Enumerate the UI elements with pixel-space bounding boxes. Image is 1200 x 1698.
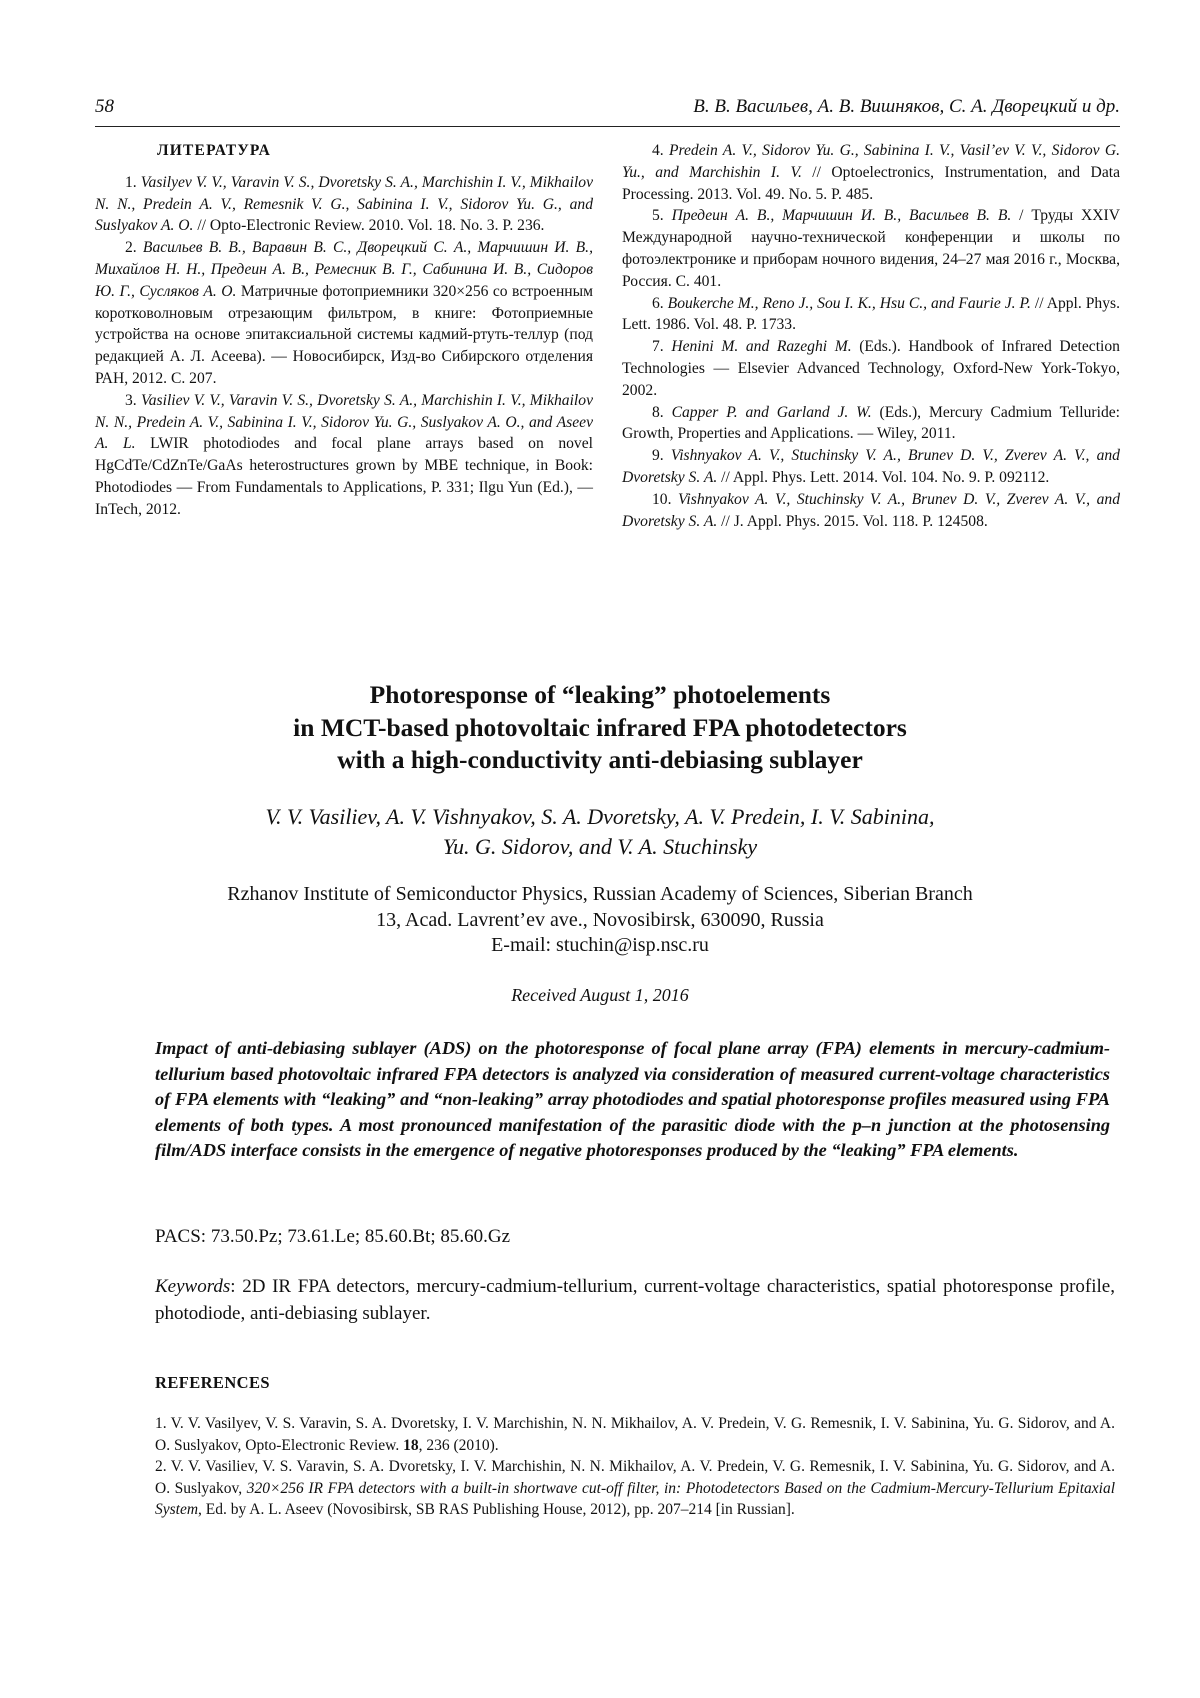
ref-authors: Predein A. V., Sidorov Yu. G., Sabinina I. V., Vasil’ev V. V., Sidorov G. Yu., and Marchishin I. V. bbox=[622, 142, 1120, 181]
ref-source: / Труды XXIV Международной научно-технической конференции и школы по фотоэлектронике и приборам ночного видения, 24–27 мая 2016 г., Москва, Россия. С. 401. bbox=[622, 207, 1120, 290]
ref-number: 9. bbox=[652, 447, 664, 465]
ref-source: // Appl. Phys. Lett. 2014. Vol. 104. No. 9. P. 092112. bbox=[717, 468, 1050, 486]
literature-ref-1 bbox=[95, 172, 593, 237]
keywords-text: : 2D IR FPA detectors, mercury-cadmium-tellurium, current-voltage characteristics, spatial photoresponse profile, photodiode, anti-debiasing sublayer. bbox=[155, 1276, 1115, 1324]
literature-left-column bbox=[95, 140, 593, 521]
page-number: 58 bbox=[95, 96, 114, 117]
ref-authors: Capper P. and Garland J. W. bbox=[671, 403, 872, 421]
ref-source: Матричные фотоприемники 320×256 со встроенным коротковолновым отрезающим фильтром, в книге: Фотоприемные устройства на основе эпитаксиальной системы кадмий-ртуть-теллур (под редакцией А. Л. Асеева). — Новосибирск, Изд-во Сибирского отделения РАН, 2012. С. 207. bbox=[95, 282, 593, 387]
reference-text: 2. V. V. Vasiliev, V. S. Varavin, S. A. Dvoretsky, I. V. Marchishin, N. N. Mikhailov, A. V. Predein, V. G. Remesnik, I. V. Sabinina, Yu. G. Sidorov, and A. O. Suslyakov, bbox=[155, 1458, 1115, 1497]
ref-authors: Boukerche M., Reno J., Sou I. K., Hsu C., and Faurie J. P. bbox=[667, 294, 1031, 312]
affiliation-line: Rzhanov Institute of Semiconductor Physics, Russian Academy of Sciences, Siberian Branch bbox=[227, 883, 973, 905]
running-header bbox=[95, 96, 1120, 122]
literature-title: ЛИТЕРАТУРА bbox=[157, 142, 271, 159]
ref-source: (Eds.), Mercury Cadmium Telluride: Growth, Properties and Applications. — Wiley, 2011. bbox=[622, 403, 1120, 443]
ref-source: // Opto-Electronic Review. 2010. Vol. 18. No. 3. P. 236. bbox=[193, 217, 545, 235]
literature-ref-10 bbox=[622, 489, 1120, 533]
ref-authors: Vasilyev V. V., Varavin V. S., Dvoretsky S. A., Marchishin I. V., Mikhailov N. N., Predein A. V., Remesnik V. G., Sabinina I. V., Sidorov Yu. G., and Suslyakov A. O. bbox=[95, 173, 593, 235]
ref-authors: Vasiliev V. V., Varavin V. S., Dvoretsky S. A., Marchishin I. V., Mikhailov N. N., Predein A. V., Sabinina I. V., Sidorov Yu. G., Suslyakov A. O., and Aseev A. L. bbox=[95, 391, 593, 453]
reference-volume: 18 bbox=[403, 1436, 419, 1454]
keywords bbox=[155, 1273, 1115, 1327]
ref-authors: Васильев В. В., Варавин В. С., Дворецкий С. А., Марчишин И. В., Михайлов Н. Н., Предеин А. В., Ремесник В. Г., Сабинина И. В., Сидоров Ю. Г., Сусляков А. О. bbox=[95, 239, 593, 300]
reference-item bbox=[155, 1413, 1115, 1456]
ref-source: // Optoelectronics, Instrumentation, and Data Processing. 2013. Vol. 49. No. 5. P. 485. bbox=[622, 163, 1120, 203]
reference-text: , Ed. by A. L. Aseev (Novosibirsk, SB RAS Publishing House, 2012), pp. 207–214 [in Russian]. bbox=[198, 1501, 795, 1519]
reference-text: , 236 (2010). bbox=[418, 1436, 499, 1454]
literature-ref-9 bbox=[622, 445, 1120, 489]
title-line: Photoresponse of “leaking” photoelements bbox=[369, 680, 831, 709]
ref-number: 4. bbox=[652, 142, 664, 159]
ref-authors: Предеин А. В., Марчишин И. В., Васильев В. В. bbox=[671, 207, 1012, 225]
affiliation-line: 13, Acad. Lavrent’ev ave., Novosibirsk, 630090, Russia bbox=[376, 908, 824, 931]
reference-book-title: 320×256 IR FPA detectors with a built-in shortwave cut-off filter, in: Photodetectors Based on the Cadmium-Mercury-Tellurium Epitaxial System bbox=[155, 1479, 1116, 1519]
ref-source: (Eds.). Handbook of Infrared Detection Technologies — Elsevier Advanced Technology, Oxford-New York-Tokyo, 2002. bbox=[622, 338, 1120, 399]
ref-number: 5. bbox=[652, 207, 664, 225]
reference-item bbox=[155, 1456, 1115, 1521]
ref-authors: Vishnyakov A. V., Stuchinsky V. A., Brunev D. V., Zverev A. V., and Dvoretsky S. A. bbox=[622, 490, 1120, 530]
ref-number: 8. bbox=[652, 403, 664, 421]
ref-number: 2. bbox=[125, 239, 137, 257]
ref-source: LWIR photodiodes and focal plane arrays based on novel HgCdTe/CdZnTe/GaAs heterostructures grown by MBE technique, in Book: Photodiodes — From Fundamentals to Applications, P. 331; Ilgu Yun (Ed.), — InTech, 2012. bbox=[95, 435, 593, 518]
header-rule bbox=[95, 126, 1120, 127]
literature-ref-5 bbox=[622, 205, 1120, 292]
affiliation bbox=[100, 882, 1100, 959]
email-line: E-mail: stuchin@isp.nsc.ru bbox=[491, 934, 709, 956]
literature-ref-7 bbox=[622, 336, 1120, 401]
ref-authors: Vishnyakov A. V., Stuchinsky V. A., Brunev D. V., Zverev A. V., and Dvoretsky S. A. bbox=[622, 447, 1120, 486]
ref-number: 6. bbox=[652, 294, 664, 312]
article-title bbox=[100, 679, 1100, 777]
references-list bbox=[155, 1413, 1115, 1521]
ref-number: 3. bbox=[125, 391, 137, 409]
literature-ref-2 bbox=[95, 237, 593, 390]
references-title: REFERENCES bbox=[155, 1373, 270, 1392]
literature-ref-8 bbox=[622, 402, 1120, 446]
keywords-label: Keywords bbox=[155, 1276, 231, 1297]
pacs-codes: PACS: 73.50.Pz; 73.61.Le; 85.60.Bt; 85.60.Gz bbox=[155, 1226, 511, 1247]
literature-ref-6 bbox=[622, 293, 1120, 337]
ref-authors: Henini M. and Razeghi M. bbox=[671, 338, 852, 356]
title-line: with a high-conductivity anti-debiasing sublayer bbox=[337, 745, 863, 774]
received-date: Received August 1, 2016 bbox=[511, 985, 689, 1005]
authors-line: Yu. G. Sidorov, and V. A. Stuchinsky bbox=[442, 834, 758, 859]
literature-ref-4 bbox=[622, 140, 1120, 205]
article-authors bbox=[100, 802, 1100, 862]
ref-number: 1. bbox=[125, 173, 137, 191]
ref-source: // J. Appl. Phys. 2015. Vol. 118. P. 124508. bbox=[717, 512, 988, 530]
ref-number: 7. bbox=[652, 338, 664, 356]
authors-line: V. V. Vasiliev, A. V. Vishnyakov, S. A. Dvoretsky, A. V. Predein, I. V. Sabinina, bbox=[265, 804, 935, 829]
abstract: Impact of anti-debiasing sublayer (ADS) on the photoresponse of focal plane array (FPA) elements in mercury-cadmium-tellurium based photovoltaic infrared FPA detectors is analyzed via consideration of measured current-voltage characteristics of FPA elements with “leaking” and “non-leaking” array photodiodes and spatial photoresponse profiles measured using FPA elements of both types. A most pronounced manifestation of the parasitic diode with the p–n junction at the photosensing film/ADS interface consists in the emergence of negative photoresponses produced by the “leaking” FPA elements. bbox=[155, 1038, 1110, 1161]
running-authors: В. В. Васильев, А. В. Вишняков, С. А. Дворецкий и др. bbox=[693, 96, 1120, 117]
literature-right-column bbox=[622, 140, 1120, 532]
literature-ref-3 bbox=[95, 390, 593, 521]
ref-source: // Appl. Phys. Lett. 1986. Vol. 48. P. 1733. bbox=[622, 294, 1120, 334]
ref-number: 10. bbox=[652, 490, 672, 508]
title-line: in MCT-based photovoltaic infrared FPA photodetectors bbox=[293, 712, 907, 742]
reference-text: 1. V. V. Vasilyev, V. S. Varavin, S. A. Dvoretsky, I. V. Marchishin, N. N. Mikhailov, A. V. Predein, V. G. Remesnik, I. V. Sabinina, Yu. G. Sidorov, and A. O. Suslyakov, Opto-Electronic Review. bbox=[155, 1415, 1115, 1454]
